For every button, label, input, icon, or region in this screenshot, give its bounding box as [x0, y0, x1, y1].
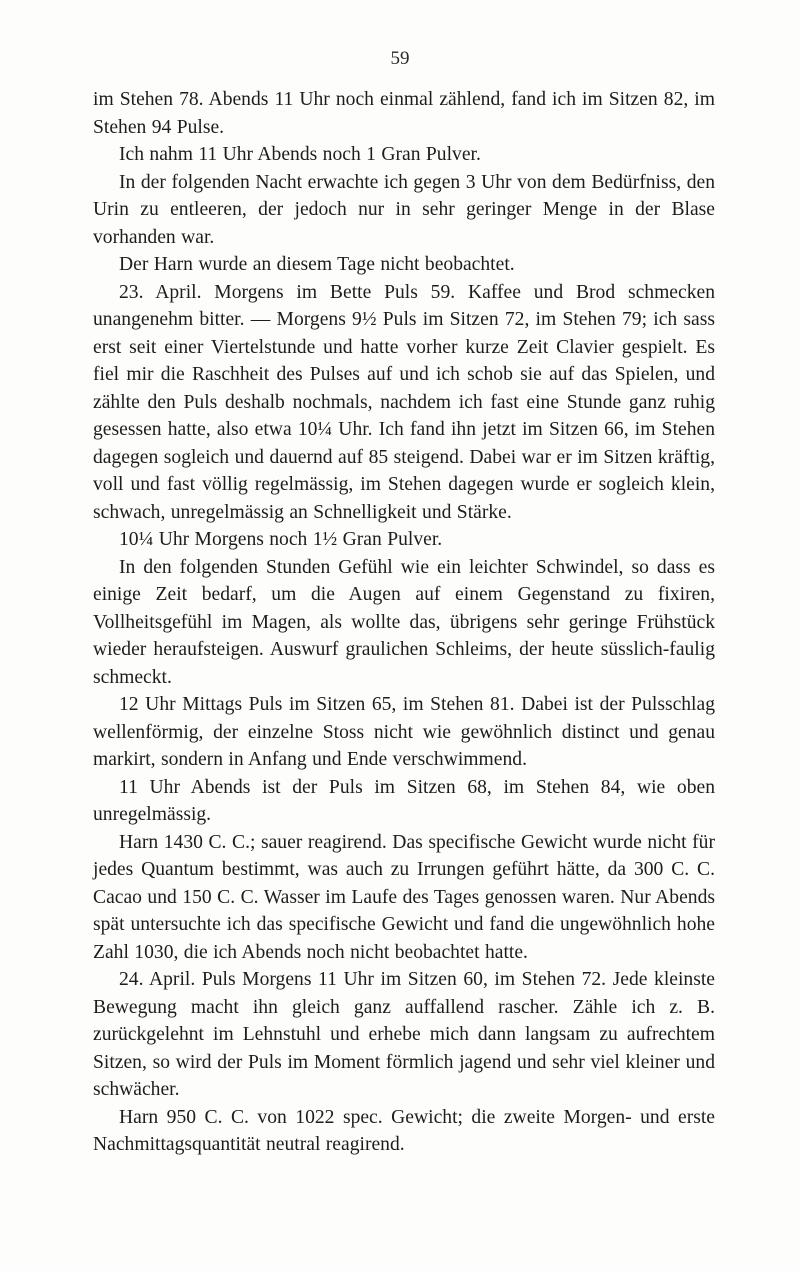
paragraph-6: 10¼ Uhr Morgens noch 1½ Gran Pulver. [119, 529, 443, 550]
paragraph-10: Harn 1430 C. C.; sauer reagirend. Das specifische Gewicht wurde nicht für jedes Quantum bestimmt, was auch zu Irrungen geführt hätte, da 300 C. C. Cacao und 150 C. C. Wasser im Laufe des Tages genossen waren. Nur Abends spät untersuchte ich das specifische Gewicht und fand die ungewöhnlich hohe Zahl 1030, die ich Abends noch nicht beobachtet hatte. [93, 831, 715, 963]
paragraph-11: 24. April. Puls Morgens 11 Uhr im Sitzen 60, im Stehen 72. Jede kleinste Bewegung macht ihn gleich ganz auffallend rascher. Zähle ich z. B. zurückgelehnt im Lehnstuhl und erhebe mich dann langsam zu aufrechtem Sitzen, so wird der Puls im Moment förmlich jagend und sehr viel kleiner und schwächer. [93, 969, 715, 1100]
paragraph-12: Harn 950 C. C. von 1022 spec. Gewicht; die zweite Morgen- und erste Nachmittagsquantität neutral reagirend. [93, 1106, 715, 1155]
paragraph-9: 11 Uhr Abends ist der Puls im Sitzen 68, im Stehen 84, wie oben unregelmässig. [93, 776, 715, 825]
paragraph-8: 12 Uhr Mittags Puls im Sitzen 65, im Stehen 81. Dabei ist der Pulsschlag wellenförmig, der einzelne Stoss nicht wie gewöhnlich distinct und genau markirt, sondern in Anfang und Ende verschwimmend. [93, 694, 715, 770]
paragraph-5: 23. April. Morgens im Bette Puls 59. Kaffee und Brod schmecken unangenehm bitter. — Morgens 9½ Puls im Sitzen 72, im Stehen 79; ich sass erst seit einer Viertelstunde und hatte vorher kurze Zeit Clavier gespielt. Es fiel mir die Raschheit des Pulses auf und ich schob sie auf das Spielen, und zählte den Puls deshalb nochmals, nachdem ich fast eine Stunde ganz ruhig gesessen hatte, also etwa 10¼ Uhr. Ich fand ihn jetzt im Sitzen 66, im Stehen dagegen sogleich und dauernd auf 85 steigend. Dabei war er im Sitzen kräftig, voll und fast völlig regelmässig, im Stehen dagegen wurde er sogleich klein, schwach, unregelmässig an Schnelligkeit und Stärke. [93, 281, 715, 523]
paragraph-1: im Stehen 78. Abends 11 Uhr noch einmal zählend, fand ich im Sitzen 82, im Stehen 94 Pulse. [93, 89, 715, 138]
body-text [93, 86, 715, 1159]
paragraph-4: Der Harn wurde an diesem Tage nicht beobachtet. [119, 254, 515, 275]
paragraph-7: In den folgenden Stunden Gefühl wie ein leichter Schwindel, so dass es einige Zeit bedarf, um die Augen auf einem Gegenstand zu fixiren, Vollheitsgefühl im Magen, als wollte das, übrigens sehr geringe Frühstück wieder heraufsteigen. Auswurf graulichen Schleims, der heute süsslich-faulig schmeckt. [93, 556, 715, 688]
page-number: 59 [390, 48, 410, 69]
paragraph-2: Ich nahm 11 Uhr Abends noch 1 Gran Pulver. [119, 144, 481, 165]
paragraph-3: In der folgenden Nacht erwachte ich gegen 3 Uhr von dem Bedürfniss, den Urin zu entleeren, der jedoch nur in sehr geringer Menge in der Blase vorhanden war. [93, 171, 715, 248]
